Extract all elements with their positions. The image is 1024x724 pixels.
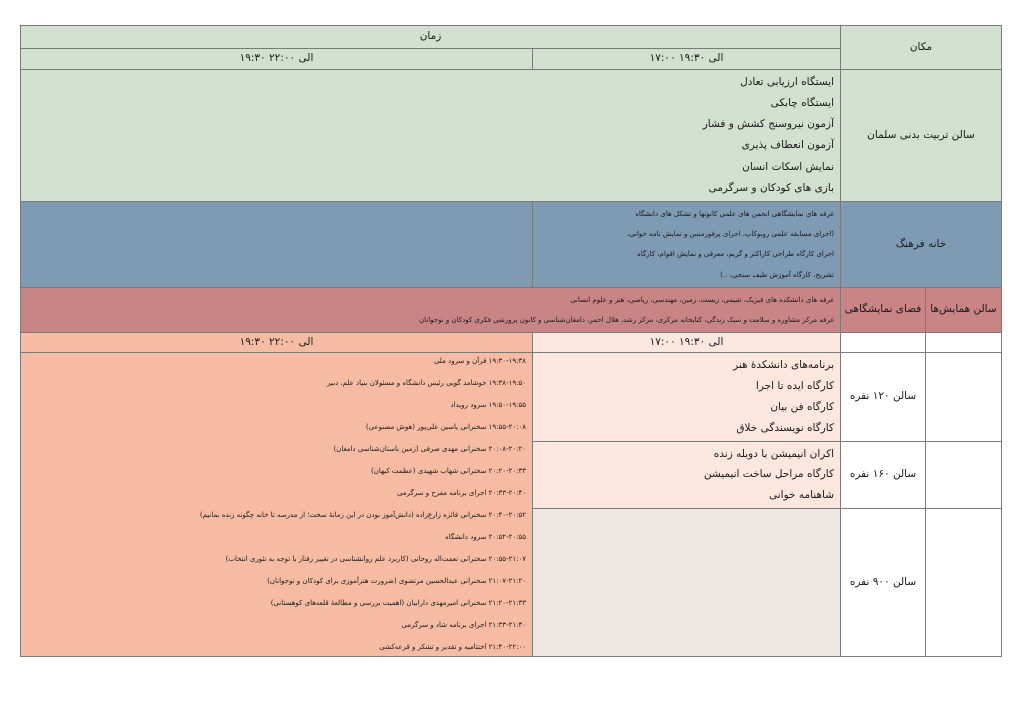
place-conference-halls: سالن همایش‌ها [925,287,1002,333]
schedule-row [25,467,526,475]
schedule-title: سخنرانی امیرمهدی دارابیان (اهمیت بررسی و مطالعهٔ قلعه‌های کوهستانی) [270,598,487,607]
schedule-time: ۲۰:۵۲-۲۰:۵۵ [488,532,526,541]
exhibition-booths [20,287,841,333]
schedule-title: اجرای برنامه شاد و سرگرمی [401,620,487,629]
list-item: اکران انیمیشن با دوبله زنده [713,447,834,460]
schedule-time: ۲۱:۰۷-۲۱:۲۰ [488,576,526,585]
exhibition-space-label: فضای نمایشگاهی [840,287,926,333]
list-item: کارگاه مراحل ساخت انیمیشن [703,468,834,481]
schedule-time: ۲۱:۴۰-۲۲:۰۰ [488,642,526,651]
text-line: غرفه های نمایشگاهی انجمن های علمی کانونها و تشکل های دانشگاه [635,209,834,218]
schedule-time: ۲۱:۲۰-۲۱:۳۳ [488,598,526,607]
schedule-row [25,533,526,541]
schedule-time: ۱۹:۵۵-۲۰:۰۸ [488,422,526,431]
schedule-time: ۱۹:۳۸-۱۹:۵۰ [488,378,526,387]
list-item: برنامه‌های دانشکدهٔ هنر [733,358,834,371]
text-line: غرفه های دانشکده های فیزیک، شیمی، زیست، زمین، مهندسی، ریاضی، هنر و علوم انسانی [570,295,834,304]
blank-cell [925,508,1002,657]
hall-slot-2-header: ۱۹:۳۰ الی ۲۲:۰۰ [20,332,533,353]
schedule-row [25,621,526,629]
time-slot-2-header: ۱۹:۳۰ الی ۲۲:۰۰ [20,48,533,70]
schedule-row [25,643,526,651]
schedule-title: اجرای برنامه مفرح و سرگرمی [397,488,487,497]
schedule-title: سرود رویداد [450,400,487,409]
schedule-row [25,379,526,387]
list-item: آزمون نیروسنج کشش و فشار [702,118,834,131]
schedule-title: سخنرانی شهاب شهیدی (عظمت کیهان) [371,466,487,475]
place-header: مکان [840,25,1002,70]
hall-900-slot-1-cell [532,508,841,657]
schedule-title: اختتامیه و تقدیر و تشکر و قرعه‌کشی [379,642,487,651]
schedule-time: ۲۰:۲۰-۲۰:۳۳ [488,466,526,475]
schedule-title: خوشامد گویی رئیس دانشگاه و مسئولان بنیاد علم، دبیر [327,378,487,387]
time-header: زمان [20,25,841,49]
text-line: اجرای کارگاه طراحی کاراکتر و گریم، معرفی و نمایش اقوام، کارگاه [637,250,834,259]
list-item: کارگاه نویسندگی خلاق [736,421,834,434]
blank-cell [925,441,1002,509]
list-item: کارگاه ایده تا اجرا [755,379,834,392]
schedule-row [25,489,526,497]
schedule-title: سخنرانی نعمت‌اله روحانی (کاربرد علم روانشناسی در تغییر رفتار با توجه به تئوری انتخاب) [225,554,487,563]
hall-160: سالن ۱۶۰ نفره [840,441,926,509]
list-item: کارگاه فن بیان [770,400,834,413]
list-item: ایستگاه چابکی [770,97,834,110]
schedule-title: قرآن و سرود ملی [433,357,487,365]
schedule-title: سخنرانی مهدی صرفی (زمین باستان‌شناسی دامغان) [333,444,487,453]
text-line: غرفه مرکز مشاوره و سلامت و سبک زندگی، کتابخانه مرکزی، مرکز رشد، هلال احمر، دامغان‌شناسی و کانون پرورشی فکری کودکان و نوجوانان [419,315,834,324]
salman-activities [20,69,841,202]
list-item: ایستگاه ارزیابی تعادل [740,76,834,89]
schedule-title: سخنرانی فائزه زارع‌زاده (دانش‌آموز بودن در این زمانهٔ سخت؛ از مدرسه تا خانه چگونه زنده بمانیم) [199,510,487,519]
time-slot-1-header: ۱۷:۰۰ الی ۱۹:۳۰ [532,48,841,70]
evening-schedule [20,352,533,657]
schedule-row [25,599,526,607]
blank-cell [925,332,1002,353]
schedule-row [25,555,526,563]
schedule-row [25,577,526,585]
list-item: بازی های کودکان و سرگرمی [708,181,834,194]
hall-900: سالن ۹۰۰ نفره [840,508,926,657]
schedule-time: ۲۱:۳۳-۲۱:۴۰ [488,620,526,629]
schedule-row [25,401,526,409]
schedule-row [25,357,526,365]
farhang-slot-2-cell [20,201,533,288]
hall-120-program [532,352,841,442]
schedule-title: سرود دانشگاه [445,532,487,541]
blank-cell [925,352,1002,442]
place-salman-gym: سالن تربیت بدنی سلمان [840,69,1002,202]
blank-cell [840,332,926,353]
schedule-row [25,511,526,519]
schedule-time: ۱۹:۵۰-۱۹:۵۵ [488,400,526,409]
schedule-row [25,423,526,431]
schedule-time: ۲۰:۰۸-۲۰:۲۰ [488,444,526,453]
schedule-time: ۲۰:۵۵-۲۱:۰۷ [488,554,526,563]
list-item: نمایش اسکات انسان [742,160,834,173]
schedule-time: ۲۰:۴۰-۲۰:۵۲ [488,510,526,519]
text-line: (اجرای مسابقه علمی روبوکاپ، اجرای پرفورمنس و نمایش نامه خوانی، [626,230,834,238]
hall-160-program [532,441,841,509]
hall-120: سالن ۱۲۰ نفره [840,352,926,442]
schedule-time: ۱۹:۳۰-۱۹:۳۸ [488,357,526,365]
list-item: آزمون انعطاف پذیری [741,139,834,152]
hall-slot-1-header: ۱۷:۰۰ الی ۱۹:۳۰ [532,332,841,353]
farhang-activities [532,201,841,288]
place-khaneh-farhang: خانه فرهنگ [840,201,1002,288]
schedule-time: ۲۰:۳۳-۲۰:۴۰ [488,488,526,497]
schedule-row [25,445,526,453]
list-item: شاهنامه خوانی [769,489,834,502]
schedule-title: سخنرانی عبدالحسین مرتضوی (ضرورت هنرآموزی برای کودکان و نوجوانان) [267,576,487,585]
schedule-title: سخنرانی یاسین علی‌پور (هوش مصنوعی) [365,422,487,431]
text-line: تشریح، کارگاه آموزش طیف سنجی، ..) [720,270,834,279]
